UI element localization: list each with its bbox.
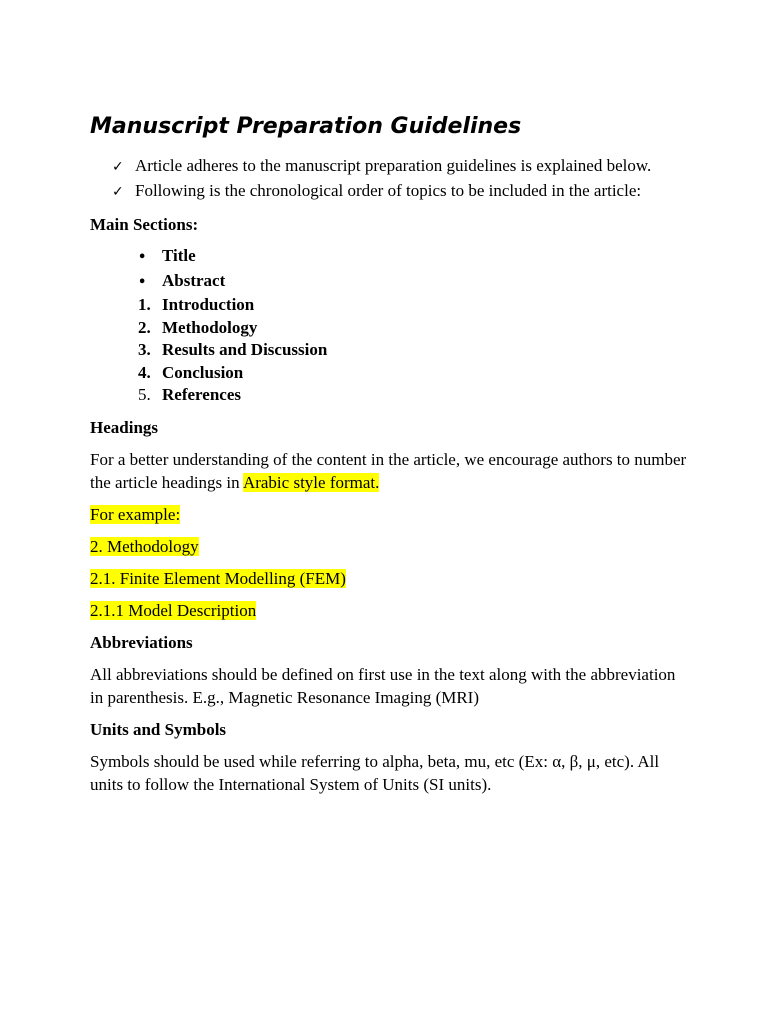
units-heading: Units and Symbols xyxy=(90,719,227,739)
section-list-item xyxy=(138,362,690,385)
main-sections-list xyxy=(90,245,690,407)
abbreviations-paragraph: All abbreviations should be defined on first use in the text along with the abbreviation in parenthesis. E.g., Magnetic Resonance Imaging (MRI) xyxy=(90,664,676,707)
section-label: Methodology xyxy=(162,317,258,337)
example-heading-level-2: 2.1. Finite Element Modelling (FEM) xyxy=(90,568,346,588)
bullet-icon: • xyxy=(138,250,147,265)
list-number: 5. xyxy=(138,385,151,404)
intro-checklist xyxy=(90,154,690,204)
example-paragraph xyxy=(90,567,690,590)
document-page xyxy=(90,112,690,805)
abbreviations-heading: Abbreviations xyxy=(90,632,193,652)
section-label: Results and Discussion xyxy=(162,340,328,359)
headings-paragraph xyxy=(90,448,690,494)
checklist-item-text: Following is the chronological order of topics to be included in the article: xyxy=(135,181,642,200)
list-number: 2. xyxy=(138,317,151,337)
headings-heading: Headings xyxy=(90,417,159,437)
check-icon: ✓ xyxy=(112,159,124,175)
list-number: 3. xyxy=(138,340,151,359)
section-list-item xyxy=(138,270,690,295)
headings-text: For a better understanding of the content in the article, we encourage authors to number the article headings in xyxy=(90,449,687,492)
example-label-paragraph xyxy=(90,503,690,526)
checklist-item xyxy=(112,179,690,204)
example-label: For example: xyxy=(90,504,181,524)
section-label: Abstract xyxy=(162,270,226,290)
check-icon: ✓ xyxy=(112,184,124,200)
list-number: 1. xyxy=(138,295,151,314)
section-label: Introduction xyxy=(162,295,255,314)
main-sections-heading: Main Sections: xyxy=(90,215,199,234)
section-list-item xyxy=(138,317,690,340)
section-label: Title xyxy=(162,246,196,265)
section-label: Conclusion xyxy=(162,362,244,382)
section-list-item xyxy=(138,245,690,270)
section-list-item xyxy=(138,384,690,407)
highlighted-text: Arabic style format. xyxy=(242,472,380,492)
example-heading-level-3: 2.1.1 Model Description xyxy=(90,600,257,620)
section-list-item xyxy=(138,294,690,317)
checklist-item xyxy=(112,154,690,179)
units-paragraph: Symbols should be used while referring to alpha, beta, mu, etc (Ex: α, β, μ, etc). All units to follow the International System of Units (SI units). xyxy=(90,751,660,794)
example-heading-level-1: 2. Methodology xyxy=(90,536,199,556)
section-list-item xyxy=(138,339,690,362)
checklist-item-text: Article adheres to the manuscript preparation guidelines is explained below. xyxy=(135,156,652,175)
bullet-icon: • xyxy=(138,274,147,290)
example-paragraph xyxy=(90,535,690,558)
example-paragraph xyxy=(90,599,690,622)
section-label: References xyxy=(162,385,241,404)
list-number: 4. xyxy=(138,362,151,382)
document-title: Manuscript Preparation Guidelines xyxy=(90,114,522,139)
